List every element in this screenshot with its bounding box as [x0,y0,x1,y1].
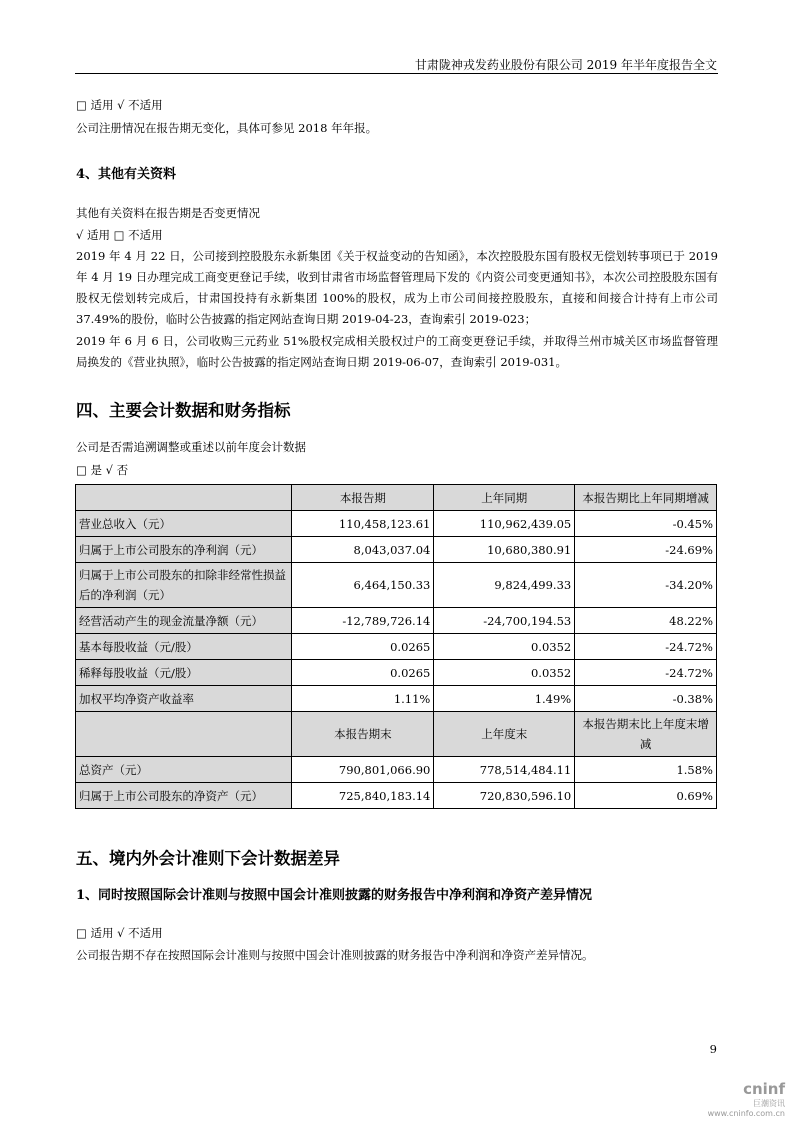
paragraph: 公司报告期不存在按照国际会计准则与按照中国会计准则披露的财务报告中净利润和净资产差异情况。 [76,948,594,962]
table-header-row [76,712,717,757]
cell-value: 720,830,596.10 [434,783,575,809]
applicability-check: □ 适用 √ 不适用 [76,98,163,112]
table-row [76,608,717,634]
table-row [76,783,717,809]
table-row [76,537,717,563]
cninfo-logo: cninf 巨潮资讯 www.cninfo.com.cn [707,1080,785,1118]
section-heading: 1、同时按照国际会计准则与按照中国会计准则披露的财务报告中净利润和净资产差异情况 [76,888,593,903]
page-number: 9 [709,1042,717,1056]
table-header-row [76,485,717,511]
column-header: 本报告期比上年同期增减 [575,485,717,511]
table-row [76,757,717,783]
cell-value: 1.49% [434,686,575,712]
table-row [76,511,717,537]
cell-value: 0.69% [575,783,717,809]
part-heading: 四、主要会计数据和财务指标 [76,401,291,420]
cell-value: -24.72% [575,634,717,660]
column-header: 本报告期 [292,485,434,511]
table-row [76,686,717,712]
cell-value: 778,514,484.11 [434,757,575,783]
cell-value: 110,962,439.05 [434,511,575,537]
paragraph: 公司注册情况在报告期无变化，具体可参见 2018 年年报。 [76,121,378,135]
restatement-check: □ 是 √ 否 [76,463,129,477]
cell-value: -0.45% [575,511,717,537]
cell-value: 9,824,499.33 [434,563,575,608]
cell-value: 6,464,150.33 [292,563,434,608]
table-row [76,563,717,608]
paragraph: 2019 年 4 月 22 日，公司接到控股股东永新集团《关于权益变动的告知函》，本次控股股东国有股权无偿划转事项已于 2019 年 4 月 19 日办理完成工商变更登记手续，收到甘肃省市场监督管理局下发的《内资公司变更通知书》，本次公司控股股东国有股权无偿划转完成后，甘肃国投持有永新集团 100%的股权，成为上市公司间接控股股东，直接和间接合计持有上市公司 37.49%的股份，临时公告披露的指定网站查询日期 2019-04-23，查询索引 2019-023； [76,249,718,326]
row-label: 基本每股收益（元/股） [76,634,292,660]
cell-value: 10,680,380.91 [434,537,575,563]
cell-value: 0.0352 [434,634,575,660]
applicability-check: □ 适用 √ 不适用 [76,926,163,940]
column-header: 上年同期 [434,485,575,511]
row-label: 归属于上市公司股东的净资产（元） [76,783,292,809]
table-row [76,634,717,660]
financial-data-table [75,484,717,809]
cell-value: 0.0265 [292,634,434,660]
row-label: 稀释每股收益（元/股） [76,660,292,686]
table-row [76,660,717,686]
paragraph: 其他有关资料在报告期是否变更情况 [76,206,260,220]
cell-value: 8,043,037.04 [292,537,434,563]
cell-value: -12,789,726.14 [292,608,434,634]
cell-value: 1.58% [575,757,717,783]
applicability-check: √ 适用 □ 不适用 [76,228,163,242]
cell-value: 0.0352 [434,660,575,686]
cell-value: 790,801,066.90 [292,757,434,783]
cell-value: -24.72% [575,660,717,686]
row-label: 总资产（元） [76,757,292,783]
paragraph: 2019 年 6 月 6 日，公司收购三元药业 51%股权完成相关股权过户的工商变更登记手续，并取得兰州市城关区市场监督管理局换发的《营业执照》，临时公告披露的指定网站查询日期 2019-06-07，查询索引 2019-031。 [76,334,718,369]
part-heading: 五、境内外会计准则下会计数据差异 [76,849,340,868]
cell-value: 1.11% [292,686,434,712]
cell-value: -24,700,194.53 [434,608,575,634]
row-label: 归属于上市公司股东的净利润（元） [76,537,292,563]
cell-value: 110,458,123.61 [292,511,434,537]
cell-value: -24.69% [575,537,717,563]
running-header: 甘肃陇神戎发药业股份有限公司 2019 年半年度报告全文 [414,58,717,72]
column-header: 上年度末 [434,712,575,757]
cell-value: 0.0265 [292,660,434,686]
column-header: 本报告期末 [292,712,434,757]
cell-value: -0.38% [575,686,717,712]
row-label: 营业总收入（元） [76,511,292,537]
paragraph: 公司是否需追溯调整或重述以前年度会计数据 [76,440,306,454]
cell-value: -34.20% [575,563,717,608]
header-rule [75,73,718,74]
row-label: 加权平均净资产收益率 [76,686,292,712]
section-heading: 4、其他有关资料 [76,167,177,182]
row-label: 经营活动产生的现金流量净额（元） [76,608,292,634]
cell-value: 725,840,183.14 [292,783,434,809]
row-label: 归属于上市公司股东的扣除非经常性损益后的净利润（元） [76,563,292,608]
column-header: 本报告期末比上年度末增减 [575,712,717,757]
cell-value: 48.22% [575,608,717,634]
